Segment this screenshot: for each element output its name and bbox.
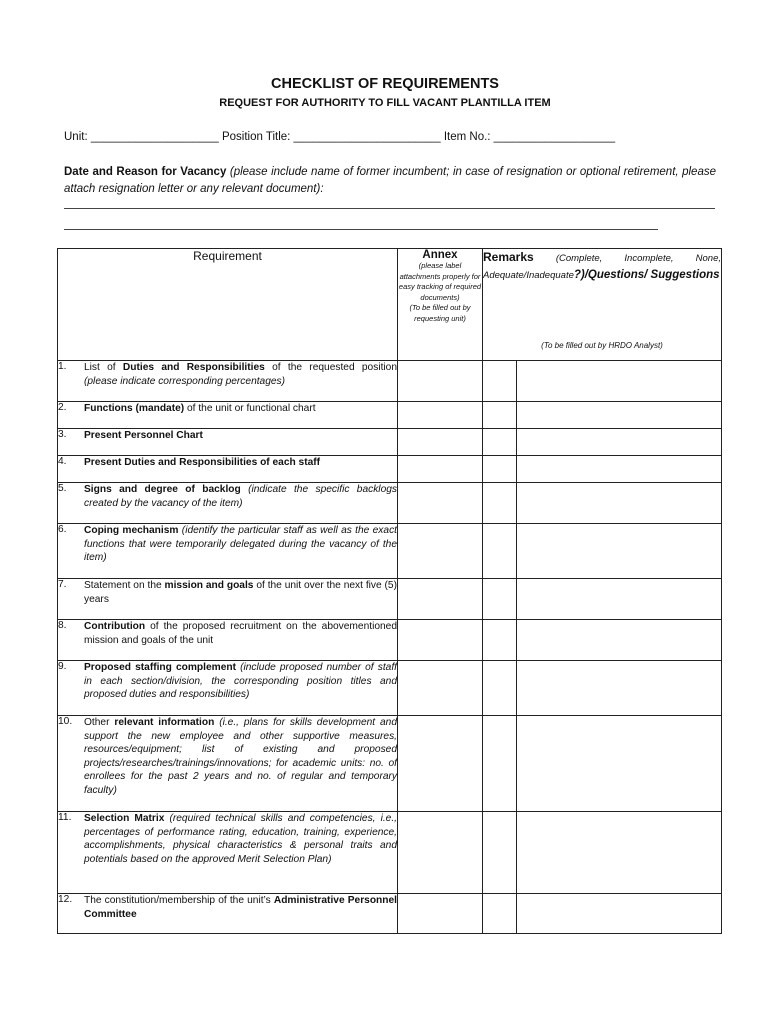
requirement-text-segment: of the unit or functional chart	[184, 403, 316, 414]
remarks-cell[interactable]	[517, 456, 722, 483]
requirements-table	[57, 248, 722, 934]
requirement-cell	[58, 429, 398, 456]
table-row	[58, 402, 722, 429]
requirement-number: 3.	[58, 429, 67, 440]
remarks-check-cell[interactable]	[483, 361, 517, 402]
annex-note: (please label attachments properly for easy tracking of required documents)	[398, 261, 482, 302]
remarks-check-cell[interactable]	[483, 429, 517, 456]
remarks-check-cell[interactable]	[483, 524, 517, 579]
requirement-cell	[58, 620, 398, 661]
requirement-cell	[58, 361, 398, 402]
remarks-cell[interactable]	[517, 579, 722, 620]
remarks-cell[interactable]	[517, 361, 722, 402]
requirement-cell	[58, 812, 398, 894]
table-row	[58, 812, 722, 894]
requirement-text	[84, 524, 397, 565]
remarks-cell[interactable]	[517, 402, 722, 429]
document-subtitle: REQUEST FOR AUTHORITY TO FILL VACANT PLANTILLA ITEM	[219, 97, 551, 109]
remarks-check-cell[interactable]	[483, 716, 517, 812]
remarks-check-cell[interactable]	[483, 579, 517, 620]
requirement-text-segment: Other	[84, 717, 115, 728]
requirement-text-segment: (identify the particular staff as well as the exact functions that were temporarily delegated during the vacancy of the item)	[84, 525, 397, 563]
remarks-check-cell[interactable]	[483, 620, 517, 661]
requirement-text-segment: (include proposed number of staff in each section/division, the corresponding position titles and proposed duties and responsibilities)	[84, 662, 397, 700]
requirement-number: 9.	[58, 661, 67, 672]
table-row	[58, 524, 722, 579]
requirement-text	[84, 661, 397, 702]
requirement-text-segment: (please indicate corresponding percentages)	[84, 375, 286, 387]
requirement-text-segment: of the unit over the next five (5) years	[84, 580, 397, 605]
annex-cell[interactable]	[398, 456, 483, 483]
requirement-cell	[58, 456, 398, 483]
requirement-text	[84, 429, 397, 443]
requirement-text-segment: (i.e., plans for skills development and support the new employee and other supportive measures, resources/equipment; list of existing and proposed projects/researches/trainings/innovations; for academic units: no. of enrollees for the past 2 years and no. of regular and temporary faculty)	[84, 717, 397, 796]
annex-header	[398, 249, 483, 361]
remarks-cell[interactable]	[517, 812, 722, 894]
remarks-check-cell[interactable]	[483, 402, 517, 429]
remarks-cell[interactable]	[517, 524, 722, 579]
requirement-text	[84, 716, 397, 797]
requirement-text-segment: Contribution	[84, 621, 146, 632]
date-reason-instructions	[64, 164, 716, 198]
requirement-text-segment: Administrative Personnel Committee	[84, 895, 397, 920]
annex-fill-note: (To be filled out by requesting unit)	[409, 303, 471, 323]
requirement-number: 4.	[58, 456, 67, 467]
requirement-text-segment: Present Personnel Chart	[84, 430, 203, 441]
requirement-number: 2.	[58, 402, 67, 413]
requirement-cell	[58, 716, 398, 812]
requirement-cell	[58, 483, 398, 524]
requirement-cell	[58, 524, 398, 579]
table-row	[58, 579, 722, 620]
requirement-text-segment: relevant information	[114, 717, 215, 728]
requirement-number: 12.	[58, 894, 73, 905]
table-row	[58, 661, 722, 716]
requirement-number: 6.	[58, 524, 67, 535]
blank-line	[64, 208, 715, 209]
annex-cell[interactable]	[398, 483, 483, 524]
requirement-number: 11.	[58, 812, 72, 823]
annex-cell[interactable]	[398, 661, 483, 716]
annex-cell[interactable]	[398, 716, 483, 812]
remarks-check-cell[interactable]	[483, 812, 517, 894]
requirement-header: Requirement	[58, 249, 398, 361]
requirement-text	[84, 894, 397, 921]
remarks-suffix: ?)/Questions/ Suggestions	[573, 269, 720, 281]
requirement-number: 10.	[58, 716, 73, 727]
annex-cell[interactable]	[398, 429, 483, 456]
requirement-text	[84, 579, 397, 606]
unit-position-item-fields: Unit: ____________________ Position Title: _______________________ Item No.: ___________________	[64, 131, 616, 143]
requirement-text-segment: Signs and degree of backlog	[84, 484, 241, 495]
remarks-check-cell[interactable]	[483, 483, 517, 524]
requirement-text-segment: Coping mechanism	[84, 525, 179, 536]
annex-cell[interactable]	[398, 812, 483, 894]
requirement-text	[84, 812, 397, 866]
requirement-cell	[58, 894, 398, 934]
remarks-check-cell[interactable]	[483, 894, 517, 934]
blank-line	[64, 229, 658, 230]
requirement-text-segment: The constitution/membership of the unit’s	[84, 895, 274, 906]
requirement-cell	[58, 661, 398, 716]
requirement-cell	[58, 579, 398, 620]
remarks-check-cell[interactable]	[483, 661, 517, 716]
annex-cell[interactable]	[398, 361, 483, 402]
remarks-check-cell[interactable]	[483, 456, 517, 483]
annex-cell[interactable]	[398, 524, 483, 579]
requirement-text-segment: mission and goals	[164, 580, 254, 591]
requirement-text-segment: of the proposed recruitment on the abovementioned mission and goals of the unit	[84, 621, 397, 646]
annex-cell[interactable]	[398, 402, 483, 429]
remarks-note: (To be filled out by HRDO Analyst)	[541, 341, 663, 350]
remarks-cell[interactable]	[517, 429, 722, 456]
requirement-text-segment: Proposed staffing complement	[84, 662, 236, 673]
requirement-text-segment: Functions (mandate)	[84, 403, 185, 414]
requirement-number: 7.	[58, 579, 67, 590]
table-row	[58, 483, 722, 524]
requirement-text-segment: of the requested position	[264, 362, 398, 373]
requirement-number: 5.	[58, 483, 67, 494]
remarks-header	[483, 249, 722, 361]
remarks-options: (Complete, Incomplete, None, Adequate/Inadequate	[483, 253, 722, 281]
requirement-text	[84, 483, 397, 510]
table-row	[58, 456, 722, 483]
requirement-number: 8.	[58, 620, 67, 631]
remarks-cell[interactable]	[517, 894, 722, 934]
requirement-text-segment: (indicate the specific backlogs created by the vacancy of the item)	[84, 484, 397, 509]
requirement-number: 1.	[58, 361, 67, 372]
table-row	[58, 716, 722, 812]
table-row	[58, 429, 722, 456]
annex-cell[interactable]	[398, 894, 483, 934]
remarks-label: Remarks	[483, 250, 534, 264]
requirement-text-segment: Selection Matrix	[84, 813, 165, 824]
remarks-cell[interactable]	[517, 716, 722, 812]
requirement-text	[84, 456, 397, 470]
document-title: CHECKLIST OF REQUIREMENTS	[271, 76, 499, 92]
requirement-text	[84, 620, 397, 647]
remarks-cell[interactable]	[517, 483, 722, 524]
requirement-cell	[58, 402, 398, 429]
annex-cell[interactable]	[398, 579, 483, 620]
date-reason-label: Date and Reason for Vacancy	[64, 166, 227, 178]
requirement-text-segment: Statement on the	[84, 580, 165, 591]
requirement-text	[84, 361, 397, 388]
remarks-text	[483, 249, 721, 284]
requirement-text-segment: Duties and Responsibilities	[122, 362, 265, 373]
annex-title: Annex	[422, 249, 458, 261]
annex-cell[interactable]	[398, 620, 483, 661]
table-row	[58, 361, 722, 402]
remarks-cell[interactable]	[517, 620, 722, 661]
requirement-text	[84, 402, 397, 416]
requirement-text-segment: List of	[84, 362, 123, 373]
requirement-text-segment: (required technical skills and competencies, i.e., percentages of performance rating, education, training, experience, accomplishments, physical characteristics & personal traits and potentials based on the approved Merit Selection Plan)	[84, 813, 397, 865]
table-row	[58, 894, 722, 934]
remarks-cell[interactable]	[517, 661, 722, 716]
date-reason-note: (please include name of former incumbent; in case of resignation or optional retirement, please attach resignation letter or any relevant document):	[64, 166, 716, 195]
requirement-text-segment: Present Duties and Responsibilities of each staff	[84, 457, 321, 468]
table-row	[58, 620, 722, 661]
